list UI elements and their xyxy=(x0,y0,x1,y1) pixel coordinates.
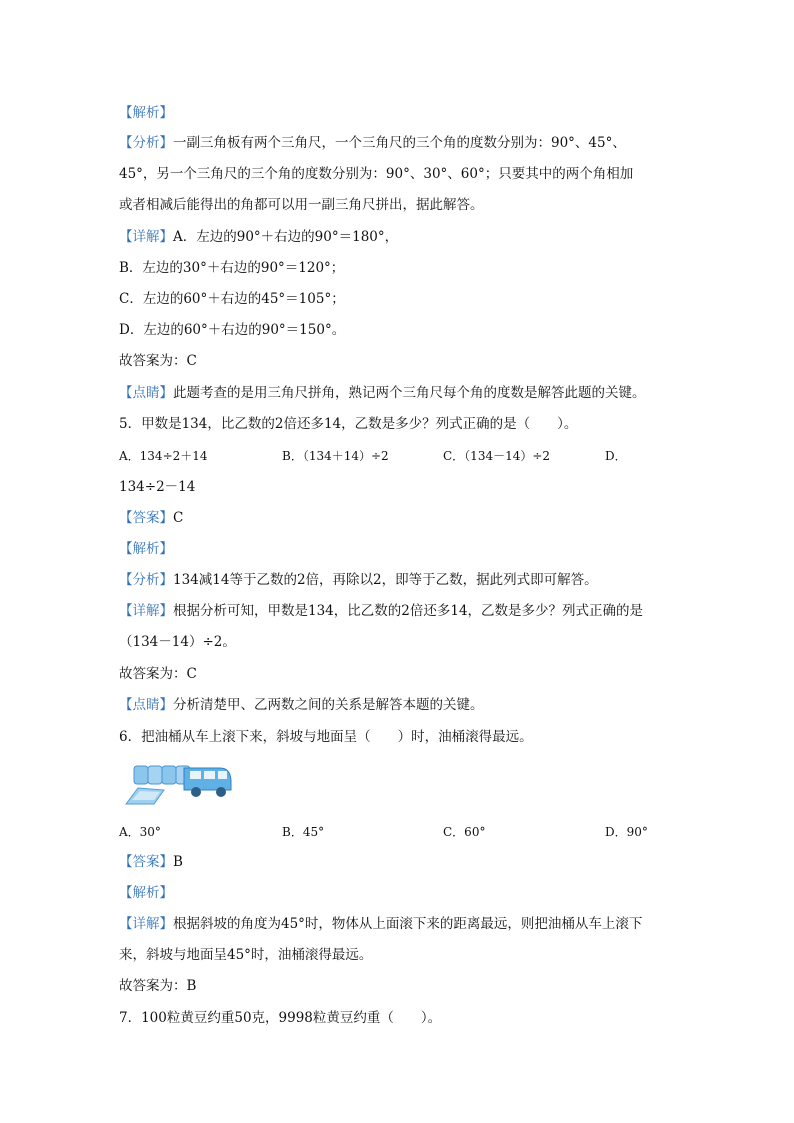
detail-text: 【详解】A．左边的90°＋右边的90°＝180°， xyxy=(119,229,399,245)
detail-text: （134－14）÷2。 xyxy=(119,634,236,650)
answer-label: 【答案】B xyxy=(119,854,183,870)
q5-option-c: C．（134－14）÷2 xyxy=(443,449,551,463)
analysis-text: 或者相减后能得出的角都可以用一副三角尺拼出，据此解答。 xyxy=(119,197,484,213)
comment-text: 【点睛】分析清楚甲、乙两数之间的关系是解答本题的关键。 xyxy=(119,697,484,713)
detail-text: B．左边的30°＋右边的90°＝120°； xyxy=(119,260,345,276)
final-answer: 故答案为：B xyxy=(119,978,197,994)
analysis-text: 45°，另一个三角尺的三个角的度数分别为：90°、30°、60°；只要其中的两个角相加 xyxy=(119,166,634,182)
final-answer: 故答案为：C xyxy=(119,353,197,369)
truck-ramp-illustration xyxy=(124,760,234,808)
final-answer: 故答案为：C xyxy=(119,666,197,682)
analysis-header: 【解析】 xyxy=(119,541,173,557)
q5-option-d-text: 134÷2－14 xyxy=(119,479,196,495)
analysis-text: 【分析】134减14等于乙数的2倍，再除以2，即等于乙数，据此列式即可解答。 xyxy=(119,572,598,588)
q5-option-b: B．（134＋14）÷2 xyxy=(282,449,389,463)
q6-option-b: B．45° xyxy=(282,825,325,839)
q6-option-c: C．60° xyxy=(443,825,486,839)
detail-text: 来，斜坡与地面呈45°时，油桶滚得最远。 xyxy=(119,947,373,963)
q5-option-d: D． xyxy=(605,449,627,463)
analysis-header: 【解析】 xyxy=(119,885,173,901)
question-6: 6．把油桶从车上滚下来，斜坡与地面呈（ ）时，油桶滚得最远。 xyxy=(119,729,533,745)
analysis-text: 【分析】一副三角板有两个三角尺，一个三角尺的三个角的度数分别为：90°、45°、 xyxy=(119,135,626,151)
question-5: 5．甲数是134，比乙数的2倍还多14，乙数是多少？列式正确的是（ ）。 xyxy=(119,416,578,432)
question-7: 7．100粒黄豆约重50克，9998粒黄豆约重（ ）。 xyxy=(119,1010,442,1026)
detail-text: C．左边的60°＋右边的45°＝105°； xyxy=(119,291,345,307)
answer-label: 【答案】C xyxy=(119,510,184,526)
q6-option-d: D．90° xyxy=(605,825,648,839)
q5-option-a: A．134÷2＋14 xyxy=(119,449,208,463)
detail-text: D．左边的60°＋右边的90°＝150°。 xyxy=(119,322,346,338)
q6-option-a: A．30° xyxy=(119,825,161,839)
analysis-header: 【解析】 xyxy=(119,105,173,121)
detail-text: 【详解】根据分析可知，甲数是134，比乙数的2倍还多14，乙数是多少？列式正确的是 xyxy=(119,603,644,619)
comment-text: 【点睛】此题考查的是用三角尺拼角，熟记两个三角尺每个角的度数是解答此题的关键。 xyxy=(119,385,646,401)
detail-text: 【详解】根据斜坡的角度为45°时，物体从上面滚下来的距离最远，则把油桶从车上滚下 xyxy=(119,916,643,932)
